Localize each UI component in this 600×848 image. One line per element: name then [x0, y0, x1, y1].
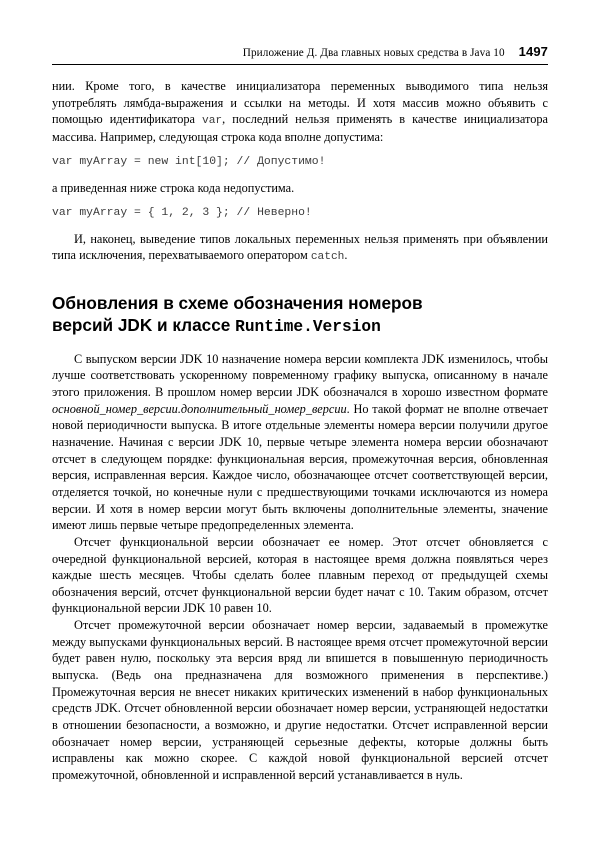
paragraph-4-text-b: . Но такой формат не вполне отвечает новой периодичности выпуска. В итоге отдельные элементы номера версии получили другое назначение. Начиная с версии JDK 10, первые четыре элемента номера версии обозначают отсчет в следующем порядке: функциональная версия, промежуточная версия, обновленная версия, исправленная версия. Каждое число, обозначающее отсчет соответствующей версии, отделяется точкой, но конечные нули с предшествующими точками исключаются из номера версии. И хотя в номер версии могут быть включены дополнительные элементы, значение имеют лишь первые четыре предопределенных элемента. [52, 401, 548, 533]
paragraph-1 [52, 78, 548, 146]
code-sample-1: var myArray = new int[10]; // Допустимо! [52, 156, 326, 169]
paragraph-4-text-a: С выпуском версии JDK 10 назначение номера версии комплекта JDK изменилось, чтобы лучше соответствовать ускоренному повременному графику выпуска, описанному в начале этого приложения. В прошлом номер версии JDK обозначался в хорошо известном формате [52, 351, 548, 399]
running-header [52, 44, 548, 65]
inline-code-catch: catch [310, 251, 345, 264]
paragraph-2: а приведенная ниже строка кода недопустима. [52, 181, 295, 196]
paragraph-3-text: И, наконец, выведение типов локальных переменных нельзя применять при объявлении типа исключения, перехватываемого оператором [52, 231, 548, 263]
section-heading-code: Runtime.Version [235, 318, 381, 337]
paragraph-3-cont: . [344, 248, 348, 263]
section-heading-line-2: версий JDK и классе [52, 315, 236, 336]
paragraph-5: Отсчет функциональной версии обозначает ее номер. Этот отсчет обновляется с очередной функциональной версией, которая в настоящее время должна появляться через каждые шесть месяцев. Чтобы сделать более плавным переход от предыдущей схемы обозначения версий, отсчет функциональной версии будет начат с 10. Таким образом, отсчет функциональной версии JDK 10 равен 10. [52, 534, 548, 616]
paragraph-1-cont: , последний нельзя применять в качестве инициализатора массива. Например, следующая строка кода вполне допустима: [52, 112, 548, 145]
page-number: 1497 [518, 44, 548, 59]
code-sample-2: var myArray = { 1, 2, 3 }; // Неверно! [52, 206, 312, 219]
section-heading [52, 292, 548, 339]
running-header-title: Приложение Д. Два главных новых средства в Java 10 [242, 47, 505, 59]
paragraph-3 [52, 231, 548, 266]
inline-code-var: var [202, 115, 223, 128]
paragraph-1-text: нии. Кроме того, в качестве инициализатора переменных выводимого типа нельзя употреблять лямбда-выражения и ссылки на методы. И хотя массив можно объявить с помощью идентификатора [52, 79, 548, 127]
paragraph-4 [52, 351, 548, 534]
body-content [52, 78, 548, 784]
paragraph-4-italic: основной_номер_версии.дополнительный_номер_версии [52, 401, 347, 416]
paragraph-6: Отсчет промежуточной версии обозначает номер версии, задаваемый в промежутке между выпусками функциональных версий. В настоящее время отсчет промежуточной версии будет равен нулю, поскольку эта версия вряд ли впишется в повышенную периодичность выпуска. (Ведь она предназначена для возможного применения в перспективе.) Промежуточная версия не внесет никаких критических изменений в набор функциональных средств JDK. Отсчет обновленной версии обозначает номер версии, устраняющей недостатки в отношении безопасности, а возможно, и другие недостатки. Отсчет исправленной версии обозначает номер версии, устраняющей серьезные дефекты, которые должны быть исправлены как можно скорее. С каждой новой функциональной версией отсчет промежуточной, обновленной и исправленной версий устанавливается в нуль. [52, 618, 548, 783]
section-heading-line-1: Обновления в схеме обозначения номеров [52, 292, 423, 313]
